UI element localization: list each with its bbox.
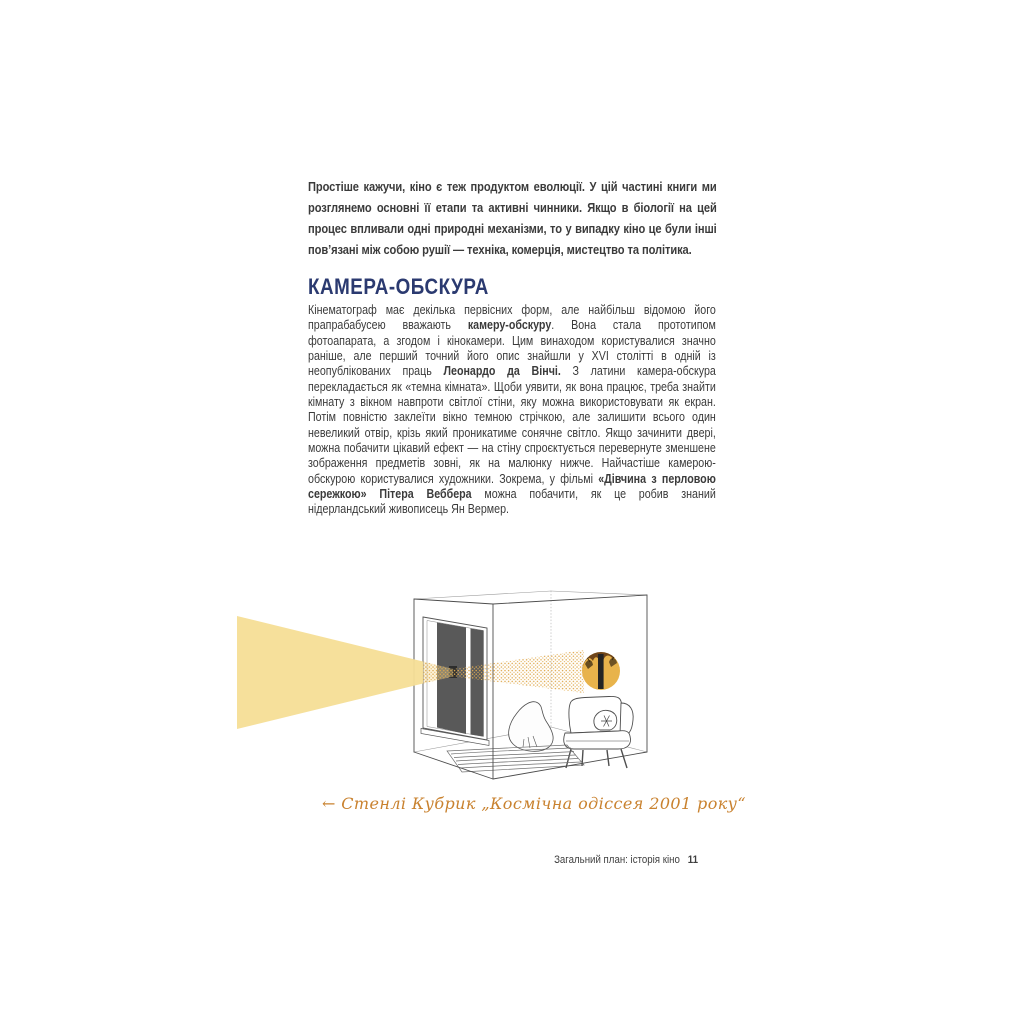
body-paragraph: Кінематограф має декілька первісних форм, але найбільш відомою його прапрабабусею вважають камеру-обскуру. Вона стала прототипом фотоапарата, а згодом і кінокамери. Цим винаходом користувалися значно раніше, але перший точний його опис знайшли у XVI столітті в одній із неопублікованих праць Леонардо да Вінчі. З латини камера-обскура перекладається як «темна кімната». Щоби уявити, як вона працює, треба знайти кімнату з вікном навпроти світлої стіни, яку можна використовувати як екран. Потім повністю заклеїти вікно темною стрічкою, але залишити всього один невеликий отвір, крізь який проникатиме сонячне світло. Якщо зачинити двері, можна побачити цікавий ефект — на стіну спроєктується перевернуте зменшене зображення предметів зовні, як на малюнку нижче. Найчастіше камерою-обскурою користувалися художники. Зокрема, у фільмі «Дівчина з перловою сережкою» Пітера Веббера можна побачити, як це робив знаний нідерландський живописець Ян Вермер. xyxy=(308,303,716,517)
section-heading: КАМЕРА-ОБСКУРА xyxy=(308,274,489,299)
page-number: 11 xyxy=(687,854,698,866)
camera-obscura-illustration xyxy=(225,580,725,800)
footer-section-label: Загальний план: історія кіно xyxy=(554,854,680,866)
beanbag-chair xyxy=(509,702,554,752)
page-footer xyxy=(355,854,698,866)
projected-image xyxy=(581,650,621,690)
armchair xyxy=(564,696,633,768)
intro-paragraph: Простіше кажучи, кіно є теж продуктом еволюції. У цій частині книги ми розглянемо основні її етапи та активні чинники. Якщо в біології на цей процес впливали одні природні механізми, то у випадку кіно це були інші пов’язані між собою рушії — техніка, комерція, мистецтво та політика. xyxy=(308,179,717,257)
rug xyxy=(447,745,584,772)
illustration-caption: ← Стенлі Кубрик „Космічна одіссея 2001 року“ xyxy=(322,794,746,813)
